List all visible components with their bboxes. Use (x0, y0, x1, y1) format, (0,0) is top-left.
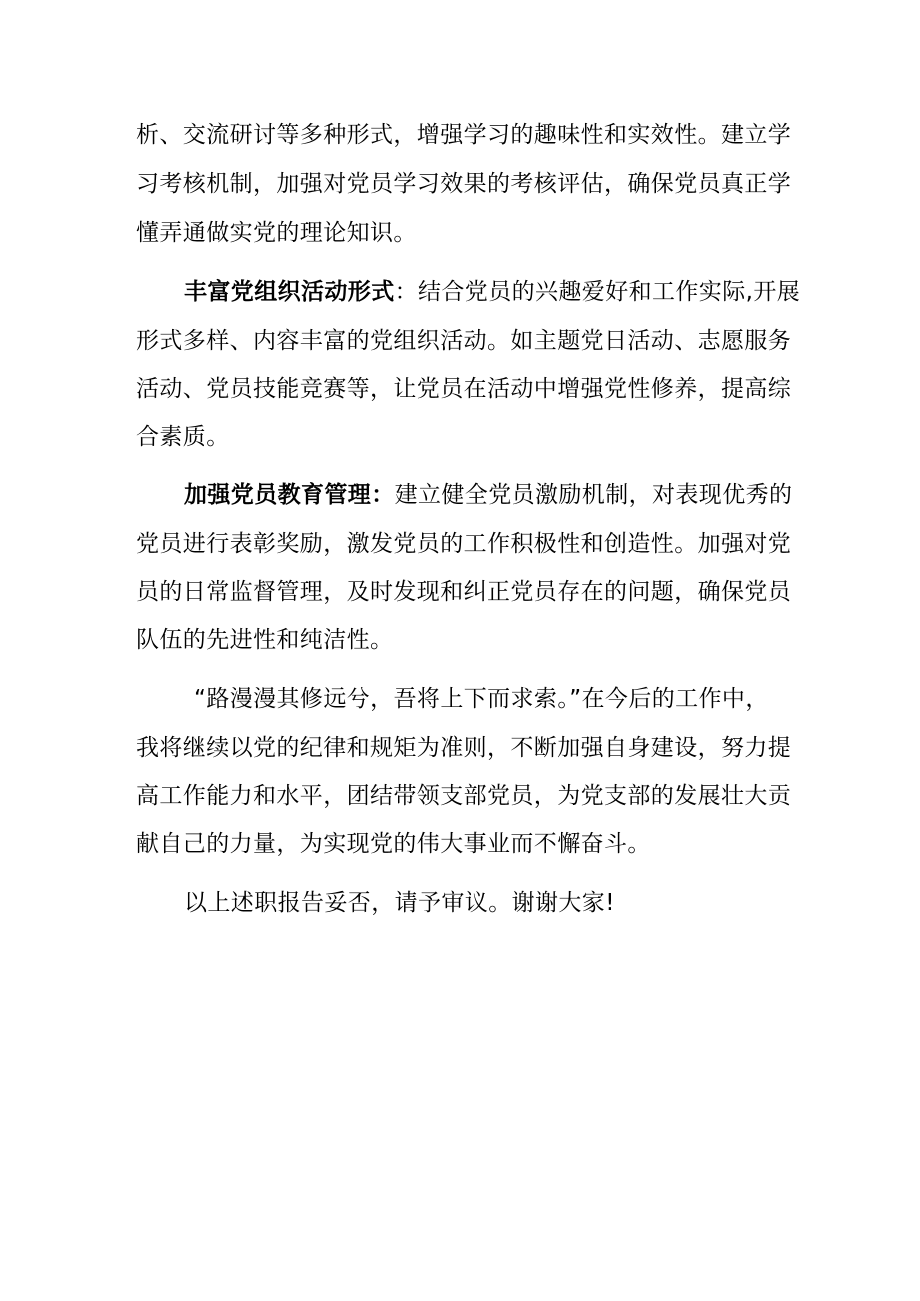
paragraph-3-line-4: 队伍的先进性和纯洁性。 (136, 627, 394, 653)
paragraph-3-line-2: 党员进行表彰奖励，激发党员的工作积极性和创造性。加强对党 (136, 531, 792, 557)
paragraph-4-line-1: “路漫漫其修远兮，吾将上下而求索。”在今后的工作中， (194, 686, 769, 712)
paragraph-1-line-1: 析、交流研讨等多种形式，增强学习的趣味性和实效性。建立学 (136, 122, 792, 148)
paragraph-2-line-2: 形式多样、内容丰富的党组织活动。如主题党日活动、志愿服务 (136, 328, 792, 354)
paragraph-3-line-3: 员的日常监督管理，及时发现和纠正党员存在的问题，确保党员 (136, 579, 792, 605)
paragraph-1-line-2: 习考核机制，加强对党员学习效果的考核评估，确保党员真正学 (136, 171, 792, 197)
paragraph-2-line-3: 活动、党员技能竞赛等，让党员在活动中增强党性修养，提高综 (136, 376, 792, 402)
paragraph-4-line-2: 我将继续以党的纪律和规矩为准则，不断加强自身建设，努力提 (136, 735, 792, 761)
paragraph-3-line-1 (184, 480, 792, 510)
paragraph-4-line-4: 献自己的力量，为实现党的伟大事业而不懈奋斗。 (136, 831, 651, 857)
paragraph-1-line-3: 懂弄通做实党的理论知识。 (136, 220, 417, 246)
paragraph-5-line-1: 以上述职报告妥否，请予审议。谢谢大家! (184, 890, 615, 916)
paragraph-3-heading: 加强党员教育管理： (184, 482, 395, 508)
paragraph-2-line-1 (184, 277, 800, 307)
paragraph-3-text: 建立健全党员激励机制，对表现优秀的 (394, 482, 793, 508)
paragraph-2-line-4: 合素质。 (136, 424, 230, 450)
paragraph-2-text: ：结合党员的兴趣爱好和工作实际,开展 (394, 279, 801, 305)
paragraph-4-line-3: 高工作能力和水平，团结带领支部党员，为党支部的发展壮大贡 (136, 783, 792, 809)
paragraph-2-heading: 丰富党组织活动形式 (184, 279, 395, 305)
